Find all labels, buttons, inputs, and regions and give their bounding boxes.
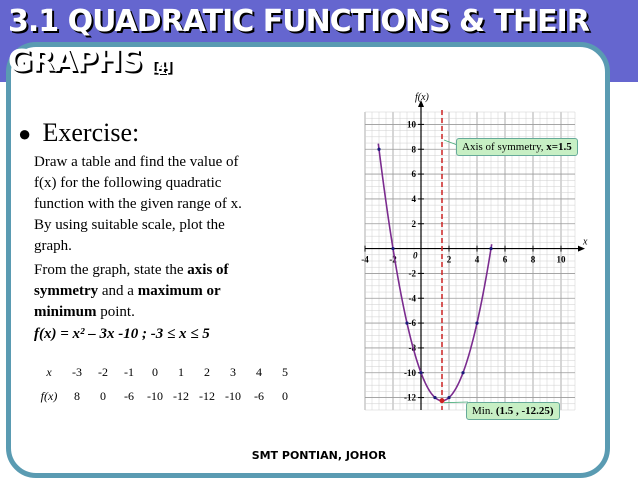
- y-tick-label: 2: [411, 218, 416, 229]
- table-cell: -1: [124, 364, 134, 379]
- table-cell: -3: [72, 364, 82, 379]
- instructions: [34, 152, 242, 257]
- table-cell: 1: [178, 364, 184, 379]
- y-tick-label: -6: [408, 318, 416, 329]
- axis-of-symmetry-callout: [456, 138, 578, 156]
- exercise-label: Exercise:: [42, 118, 140, 147]
- y-tick-label: -12: [404, 392, 416, 403]
- table-cell: 0: [100, 388, 106, 403]
- data-point: [405, 321, 408, 324]
- min-callout-leader: [444, 402, 468, 403]
- table-cell: -10: [147, 388, 163, 403]
- origin-label: 0: [413, 250, 418, 261]
- x-tick-label: -4: [361, 254, 369, 265]
- x-tick-label: 6: [502, 254, 508, 265]
- x-tick-label: 4: [474, 254, 480, 265]
- y-tick-label: 6: [411, 169, 416, 180]
- table-row-fx: [34, 384, 298, 408]
- question-text: point.: [96, 304, 135, 320]
- table-cell: 0: [282, 388, 288, 403]
- graph-question: [34, 260, 229, 323]
- table-cell: -12: [173, 388, 189, 403]
- table-cell: -6: [124, 388, 134, 403]
- table-cell: -12: [199, 388, 215, 403]
- x-axis-label: x: [583, 236, 588, 248]
- y-tick-label: -10: [404, 367, 416, 378]
- value-table: [34, 360, 298, 408]
- title-line1: 3.1 QUADRATIC FUNCTIONS & THEIR: [8, 4, 589, 39]
- function-formula: f(x) = x² – 3x -10 ; -3 ≤ x ≤ 5: [34, 326, 210, 342]
- table-cell: -10: [225, 388, 241, 403]
- instr-line: function with the given range of x.: [34, 196, 242, 212]
- y-tick-label: 4: [411, 193, 416, 204]
- question-emphasis: maximum or: [137, 283, 221, 299]
- table-header-fx: f(x): [40, 388, 58, 403]
- data-point: [447, 396, 450, 399]
- callout-label: Min.: [472, 405, 496, 417]
- data-point: [461, 371, 464, 374]
- instr-line: graph.: [34, 238, 72, 254]
- exercise-bullet: [18, 118, 139, 148]
- y-tick-label: -4: [408, 293, 416, 304]
- question-emphasis: axis of: [187, 262, 229, 278]
- question-emphasis: symmetry: [34, 283, 99, 299]
- footer-text: SMT PONTIAN, JOHOR: [251, 449, 387, 462]
- data-point: [489, 247, 492, 250]
- minimum-point-marker: [440, 398, 445, 403]
- data-point: [419, 371, 422, 374]
- instr-line: Draw a table and find the value of: [34, 154, 239, 170]
- minimum-point-callout: [466, 402, 560, 420]
- slide-title: [8, 2, 608, 87]
- instr-line: f(x) for the following quadratic: [34, 175, 222, 191]
- title-reference: [4]: [151, 59, 171, 75]
- callout-value: x=1.5: [546, 141, 572, 153]
- table-cell: 0: [152, 364, 158, 379]
- question-line: [34, 281, 229, 302]
- callout-value: (1.5 , -12.25): [495, 405, 554, 417]
- table-cell: 5: [282, 364, 288, 379]
- question-emphasis: minimum: [34, 304, 97, 320]
- data-point: [391, 247, 394, 250]
- table-cell: 2: [204, 364, 210, 379]
- data-point: [433, 396, 436, 399]
- question-line: [34, 302, 229, 323]
- table-row-x: [34, 360, 298, 384]
- y-tick-label: 10: [407, 119, 416, 130]
- table-cell: -2: [98, 364, 108, 379]
- x-tick-label: -2: [389, 254, 397, 265]
- x-tick-label: 10: [556, 254, 566, 265]
- question-line: [34, 260, 229, 281]
- callout-label: Axis of symmetry,: [462, 141, 547, 153]
- table-header-x: x: [46, 364, 52, 379]
- question-text: From the graph, state the: [34, 262, 188, 278]
- y-tick-label: -8: [408, 342, 416, 353]
- table-cell: 8: [74, 388, 80, 403]
- question-text: and a: [98, 283, 138, 299]
- y-axis-label: f(x): [415, 92, 429, 103]
- data-point: [377, 148, 380, 151]
- instr-line: By using suitable scale, plot the: [34, 217, 225, 233]
- table-cell: -6: [254, 388, 264, 403]
- data-point: [475, 321, 478, 324]
- title-line2: GRAPHS: [8, 44, 142, 79]
- y-tick-label: 8: [411, 144, 416, 155]
- bullet-icon: ●: [18, 121, 32, 146]
- table-cell: 3: [230, 364, 236, 379]
- x-tick-label: 8: [530, 254, 536, 265]
- x-tick-label: 2: [446, 254, 452, 265]
- table-cell: 4: [256, 364, 262, 379]
- y-tick-label: -2: [408, 268, 416, 279]
